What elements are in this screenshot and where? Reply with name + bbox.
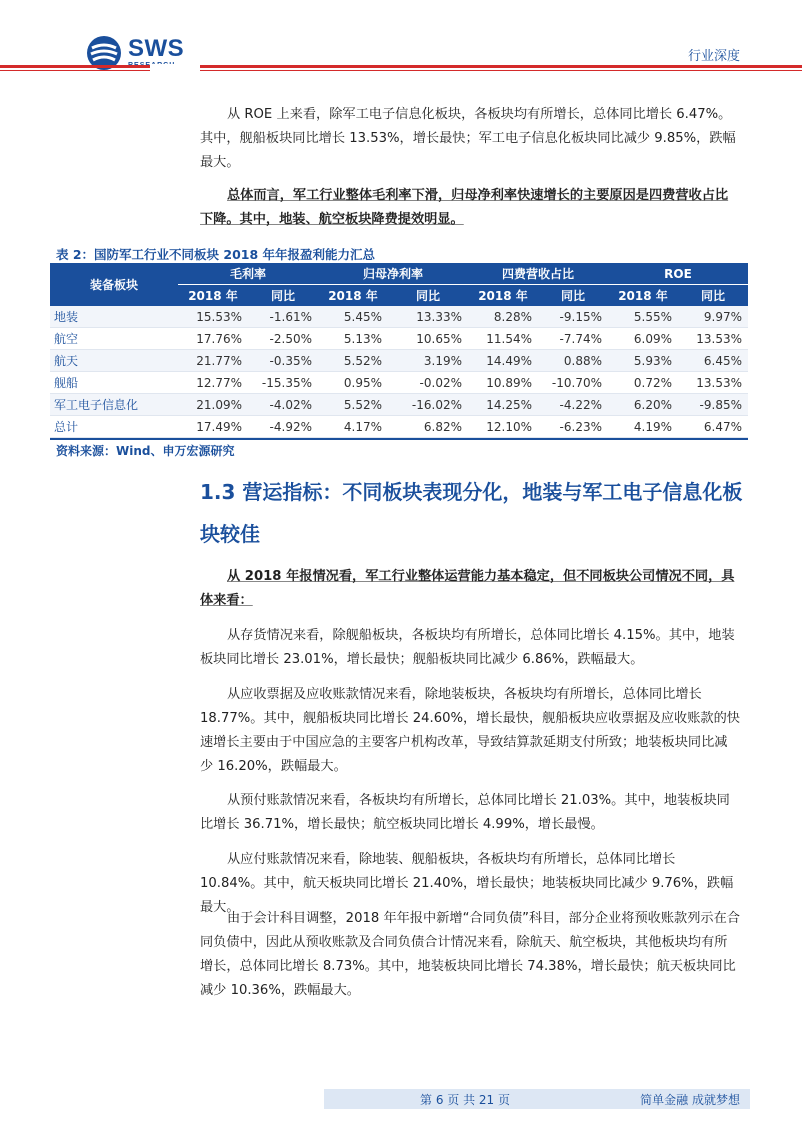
table-row (50, 416, 748, 438)
table-row (50, 394, 748, 416)
row-label: 军工电子信息化 (50, 394, 178, 416)
table-cell: -6.23% (559, 419, 602, 434)
table-cell: 5.55% (608, 306, 678, 328)
row-label: 舰船 (54, 376, 79, 390)
table-cell: -1.61% (248, 306, 318, 328)
table-cell: 6.45% (678, 350, 748, 372)
table-cell: 5.52% (318, 350, 388, 372)
paragraph-inventory: 从存货情况来看，除舰船板块，各板块均有所增长，总体同比增长 4.15%。其中，地装板块同比增长 23.01%，增长最快；舰船板块同比减少 6.86%，跌幅最大。 (200, 628, 735, 667)
table-row (50, 372, 748, 394)
footer-slogan: 简单金融 成就梦想 (640, 1093, 740, 1107)
table-cell: -9.15% (538, 306, 608, 328)
sub-header: 2018 年 (468, 285, 538, 307)
paragraph-prepayments: 从预付账款情况来看，各板块均有所增长，总体同比增长 21.03%。其中，地装板块同比增长 36.71%，增长最快；航空板块同比增长 4.99%，增长最慢。 (200, 793, 730, 832)
table-cell: 6.47% (703, 419, 742, 434)
table-cell: 10.89% (486, 375, 532, 390)
table-cell: 15.53% (178, 306, 248, 328)
row-label: 总计 (54, 420, 79, 434)
table-cell: 4.17% (343, 419, 382, 434)
row-label: 航天 (50, 350, 178, 372)
paragraph-receivables: 从应收票据及应收账款情况来看，除地装板块，各板块均有所增长，总体同比增长 18.77%。其中，舰船板块同比增长 24.60%，增长最快，舰船板块应收票据及应收账款的快速增长主要由于中国应急的主要客户机构改革，导致结算款延期支付所致；地装板块同比减少 16.20%，跌幅最大。 (200, 687, 740, 774)
table-row (50, 328, 748, 350)
table-cell: -0.35% (248, 350, 318, 372)
sub-header: 同比 (538, 285, 608, 307)
sub-header: 2018 年 (608, 285, 678, 307)
group-header: 四费营收占比 (468, 263, 608, 285)
paragraph-payables: 从应付账款情况来看，除地装、舰船板块，各板块均有所增长，总体同比增长 10.84%。其中，航天板块同比增长 21.40%，增长最快；地装板块同比减少 9.76%，跌幅最大。 (200, 852, 734, 915)
table-cell: -9.85% (678, 394, 748, 416)
table-cell: -4.92% (269, 419, 312, 434)
table-cell: 14.25% (468, 394, 538, 416)
table-cell: 8.28% (468, 306, 538, 328)
group-header: 毛利率 (178, 263, 318, 285)
table-cell: 3.19% (388, 350, 468, 372)
table-cell: 0.72% (633, 375, 672, 390)
header-rule-thin (0, 70, 802, 71)
table-cell: 21.77% (178, 350, 248, 372)
table-row (50, 306, 748, 328)
report-category: 行业深度 (687, 49, 740, 64)
sub-header: 2018 年 (178, 285, 248, 307)
sub-header: 同比 (248, 285, 318, 307)
table-cell: 10.65% (416, 331, 462, 346)
table-cell: 11.54% (486, 331, 532, 346)
section-heading: 1.3 营运指标：不同板块表现分化，地装与军工电子信息化板 (200, 480, 743, 504)
table-cell: 0.88% (538, 350, 608, 372)
profitability-table (50, 263, 748, 438)
header-rule (0, 65, 802, 68)
table-cell: -4.22% (538, 394, 608, 416)
group-header: 归母净利率 (318, 263, 468, 285)
logo-wordmark: SWS (128, 35, 185, 62)
table-cell: 6.82% (423, 419, 462, 434)
table-source: 资料来源：Wind、申万宏源研究 (56, 444, 235, 458)
table-cell: 5.52% (318, 394, 388, 416)
table-cell: 6.09% (633, 331, 672, 346)
page-number: 第 6 页 共 21 页 (420, 1093, 510, 1107)
sub-header: 同比 (388, 285, 468, 307)
table-cell: 12.10% (486, 419, 532, 434)
table-cell: 14.49% (468, 350, 538, 372)
table-cell: -15.35% (261, 375, 312, 390)
sub-header: 2018 年 (318, 285, 388, 307)
table-cell: 12.77% (196, 375, 242, 390)
table-cell: 4.19% (633, 419, 672, 434)
table-cell: -0.02% (419, 375, 462, 390)
table-cell: 9.97% (678, 306, 748, 328)
table-cell: -16.02% (388, 394, 468, 416)
table-cell: 0.95% (343, 375, 382, 390)
table-cell: 13.33% (388, 306, 468, 328)
section-heading-continued: 块较佳 (200, 522, 260, 546)
paragraph-roe: 从 ROE 上来看，除军工电子信息化板块，各板块均有所增长，总体同比增长 6.47%。其中，舰船板块同比增长 13.53%，增长最快；军工电子信息化板块同比减少 9.85%，跌幅最大。 (200, 107, 736, 170)
table-cell: 17.49% (196, 419, 242, 434)
table-cell: -7.74% (559, 331, 602, 346)
row-label: 地装 (50, 306, 178, 328)
table-cell: 17.76% (196, 331, 242, 346)
table-cell: 6.20% (608, 394, 678, 416)
table-bottom-rule (50, 438, 748, 440)
paragraph-contract-liabilities: 由于会计科目调整，2018 年年报中新增“合同负债”科目，部分企业将预收账款列示在合同负债中，因此从预收账款及合同负债合计情况来看，除航天、航空板块，其他板块均有所增长，总体同比增长 8.73%。其中，地装板块同比增长 74.38%，增长最快；航天板块同比减少 10.36%，跌幅最大。 (200, 911, 740, 998)
table-cell: 21.09% (178, 394, 248, 416)
table-cell: -10.70% (551, 375, 602, 390)
paragraph-summary: 总体而言，军工行业整体毛利率下滑，归母净利率快速增长的主要原因是四费营收占比下降。其中，地装、航空板块降费提效明显。 (200, 188, 729, 227)
table-cell: 13.53% (696, 375, 742, 390)
paragraph-operations-intro: 从 2018 年报情况看，军工行业整体运营能力基本稳定，但不同板块公司情况不同，具体来看： (200, 569, 735, 608)
table-cell: 5.93% (608, 350, 678, 372)
table-row (50, 350, 748, 372)
sub-header: 同比 (678, 285, 748, 307)
table-cell: -2.50% (269, 331, 312, 346)
table-cell: 5.45% (318, 306, 388, 328)
table-cell: 13.53% (696, 331, 742, 346)
table-cell: 5.13% (343, 331, 382, 346)
table-caption: 表 2：国防军工行业不同板块 2018 年年报盈利能力汇总 (56, 247, 376, 262)
group-header: ROE (608, 263, 748, 285)
column-header-sector: 装备板块 (50, 263, 178, 306)
table-cell: -4.02% (248, 394, 318, 416)
row-label: 航空 (54, 332, 79, 346)
